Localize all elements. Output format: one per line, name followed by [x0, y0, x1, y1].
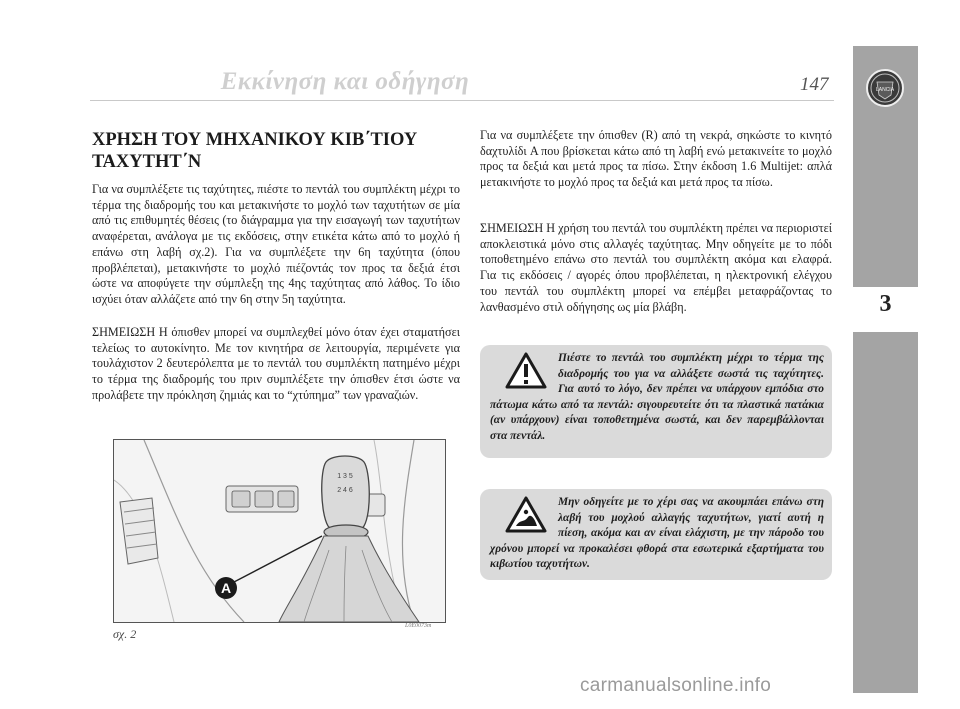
watermark: carmanualsonline.info — [580, 675, 772, 696]
svg-text:2 4 6: 2 4 6 — [337, 487, 353, 494]
warning-box-gear-lever — [480, 489, 832, 580]
page-number: 147 — [800, 74, 829, 95]
warning-triangle-icon — [504, 351, 548, 391]
section-heading: ΧΡΗΣΗ ΤΟΥ ΜΗΧΑΝΙΚΟΥ ΚΙΒ΄ΤΙΟΥ ΤΑΧΥΤΗΤ΄Ν — [92, 130, 418, 172]
callout-marker-a — [215, 577, 237, 599]
lancia-logo-icon — [860, 68, 910, 108]
right-paragraph-2: ΣΗΜΕΙΩΣΗ Η χρήση του πεντάλ του συμπλέκτη πρέπει να περιοριστεί αποκλειστικά μόνο στις αλλαγές ταχύτητας. Μην οδηγείτε με το πόδι τοποθετημένο επάνω στο πεντάλ του συμπλέκτη ακόμα και ελαφρά. Για τις εκδόσεις / αγορές όπου προβλέπεται, η ηλεκτρονική ελέγχου του πεντάλ του συμπλέκτη μπορεί να επέμβει μεταφράζοντας το λανθασμένο στιλ οδήγησης ως μία βλάβη. — [480, 221, 832, 314]
console-switch-panel — [226, 486, 298, 512]
left-paragraph-2: ΣΗΜΕΙΩΣΗ Η όπισθεν μπορεί να συμπλεχθεί μόνο όταν έχει σταματήσει τελείως το αυτοκίνητο. Με τον κινητήρα σε λειτουργία, περιμένετε για τουλάχιστον 2 δευτερόλεπτα με το πεντάλ του συμπλέκτη πατημένο μέχρι το τέρμα της διαδρομής του πριν συμπλέξετε την όπισθεν έτσι ώστε να προλάβετε την πρόκληση ζημιάς και το “χτύπημα” των γραναζιών. — [92, 325, 460, 402]
warning-text-gear-lever: Μην οδηγείτε με το χέρι σας να ακουμπάει επάνω στη λαβή του μοχλού αλλαγής ταχυτήτων, γιατί αυτή η πίεση, ακόμα και αν είναι ελάχιστη, με την πάροδο του χρόνου μπορεί να προκαλέσει φθορά στα εσωτερικά εξαρτήματα του κιβωτίου ταχυτήτων. — [490, 496, 824, 570]
figure-code: L0E0073m — [405, 623, 432, 629]
callout-label: A — [220, 580, 232, 596]
chapter-number: 3 — [879, 291, 892, 317]
gear-knob-icon — [322, 456, 370, 539]
warning-box-clutch — [480, 345, 832, 458]
header-divider — [90, 100, 834, 101]
warning-text-clutch: Πιέστε το πεντάλ του συμπλέκτη μέχρι το τέρμα της διαδρομής του για να αλλάξετε σωστά τις ταχύτητες. Για αυτό το λόγο, δεν πρέπει να υπάρχουν εμπόδια στο πάτωμα κάτω από τα πεντάλ: σιγουρευτείτε ότι τα πλαστικά πατάκια (αν υπάρχουν) είναι τοποθετημένα σωστά, και δεν παρεμβάλλονται στα πεντάλ. — [490, 352, 824, 442]
svg-text:1 3 5: 1 3 5 — [337, 473, 353, 480]
figure-caption: σχ. 2 — [113, 627, 137, 641]
gear-lever-figure — [113, 439, 446, 623]
logo-text: LANCIA — [875, 87, 895, 93]
right-paragraph-1: Για να συμπλέξετε την όπισθεν (R) από τη νεκρά, σηκώστε το κινητό δαχτυλίδι A που βρίσκεται κάτω από τη λαβή ενώ μετακινείτε το μοχλό προς τα δεξιά και μετά προς τα πίσω. Στην έκδοση 1.6 Multijet: απλά μετακινήστε το μοχλό προς τα δεξιά και μετά προς τα πίσω. — [480, 128, 832, 190]
chapter-side-tab — [853, 46, 918, 693]
left-paragraph-1: Για να συμπλέξετε τις ταχύτητες, πιέστε το πεντάλ του συμπλέκτη μέχρι το τέρμα της διαδρομής του και μετακινήστε το μοχλό των ταχυτήτων σε μία από τις επιθυμητές θέσεις (το διάγραμμα για την εισαγωγή των ταχυτήτων αναφέρεται, ανάλογα με τις εκδόσεις, στην ετικέτα κάτω από το μοχλό ή επάνω στη λαβή σχ.2). Για να συμπλέξετε την 6η ταχύτητα (όπου προβλέπεται), μετακινήστε το μοχλό πιέζοντάς τον προς τα δεξιά έτσι ώστε να αποφύγετε την σύμπλεξη της 4ης ταχύτητας από λάθος. Το ίδιο ισχύει όταν αλλάζετε από την 6η στην 5η ταχύτητα. — [92, 182, 460, 306]
chapter-title: Εκκίνηση και οδήγηση — [220, 68, 470, 95]
component-damage-icon — [504, 495, 548, 535]
